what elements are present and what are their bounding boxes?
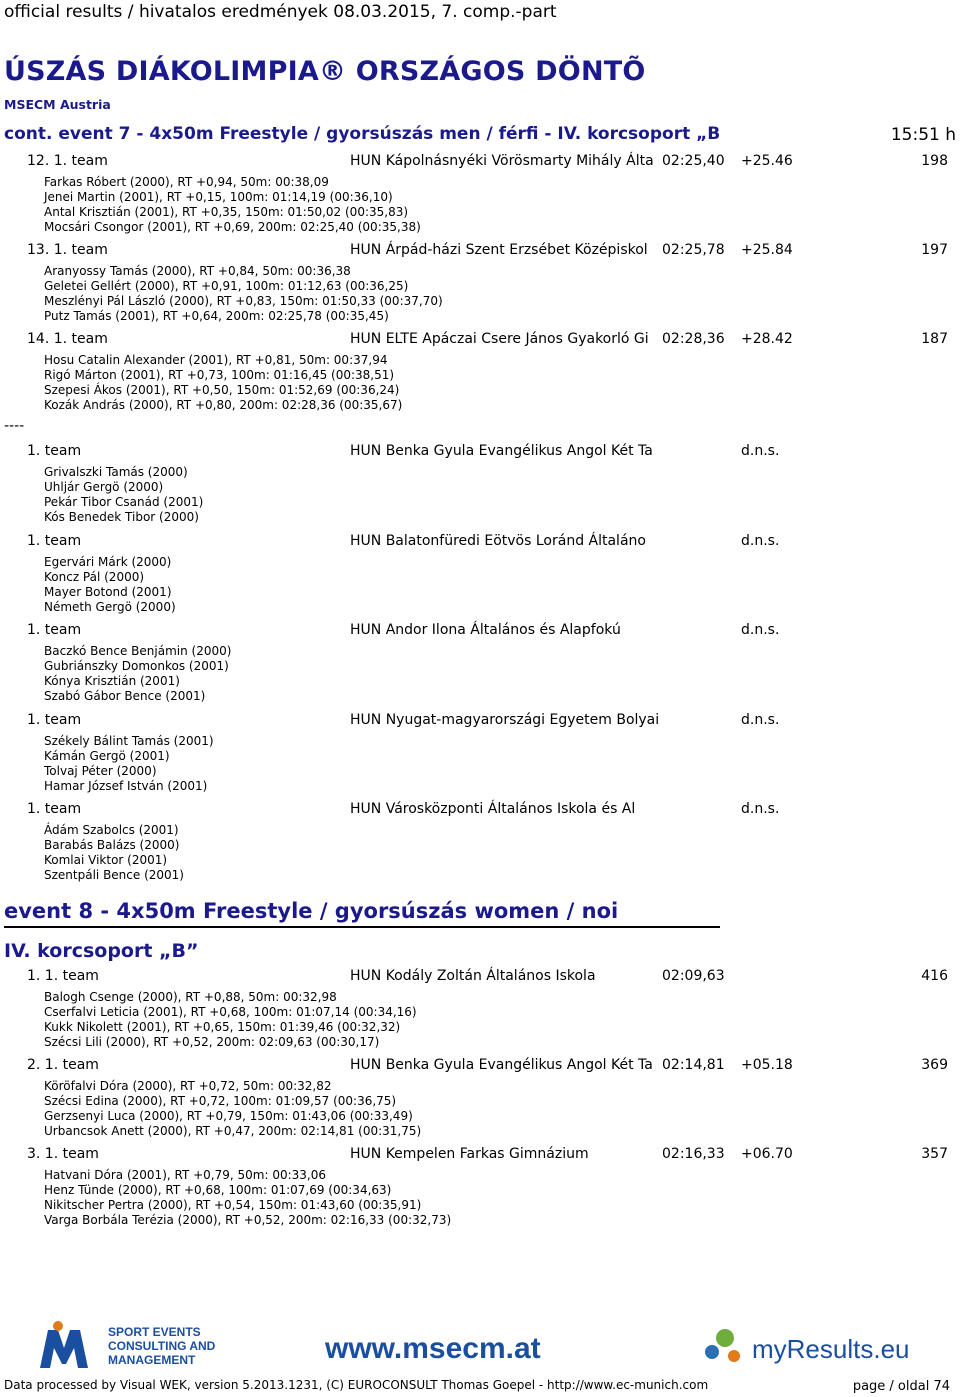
team-place: 14. 1. team bbox=[27, 331, 108, 347]
swimmer-line: Urbancsok Anett (2000), RT +0,47, 200m: 02:14,81 (00:31,75) bbox=[44, 1124, 422, 1138]
myresults-logo-icon bbox=[705, 1329, 740, 1362]
team-place: 1. team bbox=[27, 532, 82, 549]
team-name: HUN Árpád-házi Szent Erzsébet Középiskol bbox=[350, 242, 648, 258]
team-points: 357 bbox=[921, 1146, 948, 1162]
team-diff: +25.46 bbox=[741, 153, 793, 169]
dns-team-row bbox=[0, 533, 960, 553]
team-place: 1. team bbox=[27, 622, 82, 638]
team-name: HUN Benka Gyula Evangélikus Angol Két Ta bbox=[350, 443, 653, 459]
sponsor-line1: SPORT EVENTS bbox=[108, 1325, 201, 1339]
team-place: 1. 1. team bbox=[27, 968, 99, 984]
team-place: 1. team bbox=[27, 711, 82, 728]
dns-team-row bbox=[0, 801, 960, 821]
swimmer-line: Antal Krisztián (2001), RT +0,35, 150m: 01:50,02 (00:35,83) bbox=[44, 205, 409, 219]
dns-team-row bbox=[0, 443, 960, 463]
dns-team-row bbox=[0, 712, 960, 732]
results-header-line: official results / hivatalos eredmények 08.03.2015, 7. comp.-part bbox=[4, 2, 557, 22]
swimmer-line: Meszlényi Pál László (2000), RT +0,83, 150m: 01:50,33 (00:37,70) bbox=[44, 294, 443, 308]
team-points: 197 bbox=[921, 242, 948, 258]
event8-heading: event 8 - 4x50m Freestyle / gyorsúszás women / noi bbox=[4, 899, 619, 923]
team-place: 1. team bbox=[27, 801, 82, 817]
team-status: d.n.s. bbox=[741, 622, 780, 638]
team-name: HUN ELTE Apáczai Csere János Gyakorló Gi bbox=[350, 331, 649, 347]
swimmer-line: Kós Benedek Tibor (2000) bbox=[44, 510, 199, 524]
event8-category: IV. korcsoport „B” bbox=[4, 940, 199, 962]
swimmer-line: Hosu Catalin Alexander (2001), RT +0,81, 50m: 00:37,94 bbox=[44, 353, 388, 367]
dns-separator: ---- bbox=[4, 418, 25, 434]
team-points: 416 bbox=[921, 968, 948, 984]
swimmer-line: Szepesi Ákos (2001), RT +0,50, 150m: 01:52,69 (00:36,24) bbox=[44, 383, 400, 397]
result-row bbox=[0, 331, 960, 351]
swimmer-line: Szentpáli Bence (2001) bbox=[44, 868, 184, 882]
team-status: d.n.s. bbox=[741, 443, 780, 459]
dns-team-row bbox=[0, 622, 960, 642]
team-name: HUN Városközponti Általános Iskola és Al bbox=[350, 801, 636, 817]
swimmer-line: Grivalszki Tamás (2000) bbox=[44, 465, 188, 479]
footer-logos bbox=[0, 1318, 960, 1374]
swimmer-line: Putz Tamás (2001), RT +0,64, 200m: 02:25,78 (00:35,45) bbox=[44, 309, 389, 323]
organizer-name: MSECM Austria bbox=[4, 97, 111, 112]
swimmer-line: Ádám Szabolcs (2001) bbox=[44, 823, 179, 837]
team-diff: +06.70 bbox=[741, 1146, 793, 1162]
processed-by-text: Data processed by Visual WEK, version 5.2013.1231, (C) EUROCONSULT Thomas Goepel - http://www.ec-munich.com bbox=[4, 1378, 709, 1392]
event8-underline bbox=[4, 926, 720, 928]
msecm-logo-icon bbox=[40, 1321, 88, 1368]
swimmer-line: Szécsi Lili (2000), RT +0,52, 200m: 02:09,63 (00:30,17) bbox=[44, 1035, 380, 1049]
myresults-text: myResults.eu bbox=[752, 1334, 910, 1364]
swimmer-line: Henz Tünde (2000), RT +0,68, 100m: 01:07,69 (00:34,63) bbox=[44, 1183, 392, 1197]
team-time: 02:28,36 bbox=[662, 331, 725, 347]
website-link: www.msecm.at bbox=[325, 1332, 541, 1365]
swimmer-line: Hamar József István (2001) bbox=[44, 778, 208, 793]
team-points: 369 bbox=[921, 1057, 948, 1073]
team-diff: +25.84 bbox=[741, 242, 793, 258]
team-place: 2. 1. team bbox=[27, 1057, 99, 1073]
swimmer-line: Varga Borbála Terézia (2000), RT +0,52, 200m: 02:16,33 (00:32,73) bbox=[44, 1213, 452, 1227]
swimmer-line: Geletei Gellért (2000), RT +0,91, 100m: 01:12,63 (00:36,25) bbox=[44, 279, 409, 293]
team-name: HUN Kempelen Farkas Gimnázium bbox=[350, 1146, 589, 1162]
team-name: HUN Nyugat-magyarországi Egyetem Bolyai bbox=[350, 711, 660, 728]
swimmer-line: Komlai Viktor (2001) bbox=[44, 853, 168, 867]
swimmer-line: Tolvaj Péter (2000) bbox=[44, 763, 157, 778]
swimmer-line: Gubriánszky Domonkos (2001) bbox=[44, 659, 229, 673]
event7-time: 15:51 h bbox=[890, 125, 956, 145]
swimmer-line: Mayer Botond (2001) bbox=[44, 584, 172, 599]
swimmer-line: Rigó Márton (2001), RT +0,73, 100m: 01:16,45 (00:38,51) bbox=[44, 368, 395, 382]
event7-heading: cont. event 7 - 4x50m Freestyle / gyorsúszás men / férfi - IV. korcsoport „B bbox=[4, 124, 721, 144]
swimmer-line: Székely Bálint Tamás (2001) bbox=[44, 733, 214, 748]
team-name: HUN Kápolnásnyéki Vörösmarty Mihály Álta bbox=[350, 153, 654, 169]
swimmer-line: Aranyossy Tamás (2000), RT +0,84, 50m: 00:36,38 bbox=[44, 264, 351, 278]
swimmer-line: Koncz Pál (2000) bbox=[44, 569, 145, 584]
sponsor-line2: CONSULTING AND bbox=[108, 1339, 216, 1353]
team-diff: +05.18 bbox=[741, 1057, 793, 1073]
team-diff: +28.42 bbox=[741, 331, 793, 347]
swimmer-line: Németh Gergö (2000) bbox=[44, 599, 176, 614]
swimmer-line: Jenei Martin (2001), RT +0,15, 100m: 01:14,19 (00:36,10) bbox=[44, 190, 393, 204]
team-status: d.n.s. bbox=[741, 711, 780, 728]
swimmer-line: Kozák András (2000), RT +0,80, 200m: 02:28,36 (00:35,67) bbox=[44, 398, 403, 412]
swimmer-line: Uhljár Gergö (2000) bbox=[44, 480, 164, 494]
swimmer-line: Cserfalvi Leticia (2001), RT +0,68, 100m: 01:07,14 (00:34,16) bbox=[44, 1005, 417, 1019]
team-points: 198 bbox=[921, 153, 948, 169]
team-place: 13. 1. team bbox=[27, 242, 108, 258]
team-name: HUN Andor Ilona Általános és Alapfokú bbox=[350, 622, 621, 638]
swimmer-line: Pekár Tibor Csanád (2001) bbox=[44, 495, 204, 509]
team-time: 02:09,63 bbox=[662, 968, 725, 984]
page-title: ÚSZÁS DIÁKOLIMPIA® ORSZÁGOS DÖNTÕ bbox=[4, 56, 646, 87]
team-name: HUN Kodály Zoltán Általános Iskola bbox=[350, 968, 596, 984]
team-name: HUN Benka Gyula Evangélikus Angol Két Ta bbox=[350, 1057, 653, 1073]
swimmer-line: Hatvani Dóra (2001), RT +0,79, 50m: 00:33,06 bbox=[44, 1168, 326, 1182]
result-row bbox=[0, 968, 960, 988]
result-row bbox=[0, 1057, 960, 1077]
swimmer-line: Köröfalvi Dóra (2000), RT +0,72, 50m: 00:32,82 bbox=[44, 1079, 332, 1093]
swimmer-line: Kónya Krisztián (2001) bbox=[44, 674, 180, 688]
page-number: page / oldal 74 bbox=[852, 1379, 950, 1394]
swimmer-line: Szécsi Edina (2000), RT +0,72, 100m: 01:09,57 (00:36,75) bbox=[44, 1094, 397, 1108]
swimmer-line: Egervári Márk (2000) bbox=[44, 554, 172, 569]
result-row bbox=[0, 153, 960, 173]
team-points: 187 bbox=[921, 331, 948, 347]
sponsor-line3: MANAGEMENT bbox=[108, 1353, 196, 1367]
team-name: HUN Balatonfüredi Eötvös Loránd Általáno bbox=[350, 532, 646, 549]
team-place: 1. team bbox=[27, 443, 82, 459]
swimmer-line: Gerzsenyi Luca (2000), RT +0,79, 150m: 01:43,06 (00:33,49) bbox=[44, 1109, 413, 1123]
team-time: 02:16,33 bbox=[662, 1146, 725, 1162]
team-time: 02:25,78 bbox=[662, 242, 725, 258]
team-time: 02:14,81 bbox=[662, 1057, 725, 1073]
footer-logo-strip bbox=[0, 1318, 960, 1374]
swimmer-line: Kukk Nikolett (2001), RT +0,65, 150m: 01:39,46 (00:32,32) bbox=[44, 1020, 401, 1034]
team-time: 02:25,40 bbox=[662, 153, 725, 169]
swimmer-line: Szabó Gábor Bence (2001) bbox=[44, 689, 206, 703]
swimmer-line: Kámán Gergö (2001) bbox=[44, 748, 170, 763]
swimmer-line: Farkas Róbert (2000), RT +0,94, 50m: 00:38,09 bbox=[44, 175, 329, 189]
team-status: d.n.s. bbox=[741, 801, 780, 817]
team-place: 3. 1. team bbox=[27, 1146, 99, 1162]
swimmer-line: Mocsári Csongor (2001), RT +0,69, 200m: 02:25,40 (00:35,38) bbox=[44, 220, 421, 234]
swimmer-line: Barabás Balázs (2000) bbox=[44, 838, 180, 852]
swimmer-line: Balogh Csenge (2000), RT +0,88, 50m: 00:32,98 bbox=[44, 990, 337, 1004]
team-status: d.n.s. bbox=[741, 532, 780, 549]
swimmer-line: Baczkó Bence Benjámin (2000) bbox=[44, 644, 232, 658]
swimmer-line: Nikitscher Pertra (2000), RT +0,54, 150m: 01:43,60 (00:35,91) bbox=[44, 1198, 422, 1212]
team-place: 12. 1. team bbox=[27, 153, 108, 169]
result-row bbox=[0, 1146, 960, 1166]
result-row bbox=[0, 242, 960, 262]
